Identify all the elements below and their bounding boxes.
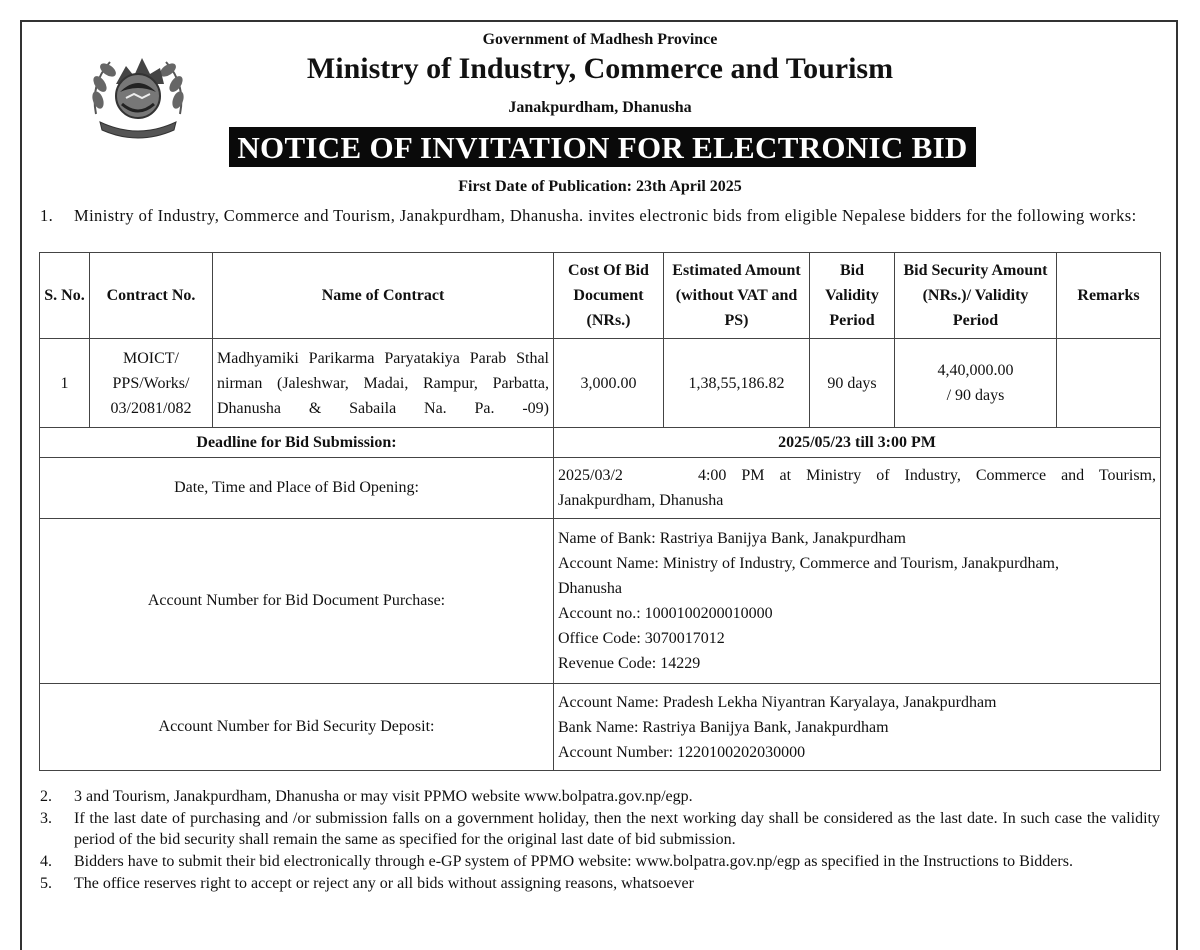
- notes-list: [40, 786, 1160, 895]
- purchase-account-row: [40, 519, 1161, 684]
- intro-number: 1.: [40, 206, 54, 225]
- security-amount: 4,40,000.00: [937, 362, 1014, 379]
- list-item: [40, 808, 1160, 850]
- table-row: [40, 339, 1161, 428]
- security-bank-name: Bank Name: Rastriya Banijya Bank, Janakpurdham: [558, 718, 889, 736]
- list-item: [40, 851, 1160, 872]
- purchase-account-no: Account no.: 1000100200010000: [558, 605, 773, 622]
- deadline-value: 2025/05/23 till 3:00 PM: [554, 428, 1161, 458]
- cell-estimated-amount: 1,38,55,186.82: [664, 339, 810, 428]
- header-validity: Bid Validity Period: [810, 253, 895, 339]
- note-number: 4.: [40, 853, 52, 870]
- purchase-account-details: [554, 519, 1161, 684]
- notice-title: NOTICE OF INVITATION FOR ELECTRONIC BID: [229, 127, 976, 167]
- note-text: 3 and Tourism, Janakpurdham, Dhanusha or may visit PPMO website www.bolpatra.gov.np/egp.: [74, 788, 693, 805]
- intro-text: Ministry of Industry, Commerce and Tourism, Janakpurdham, Dhanusha. invites electronic bids from eligible Nepalese bidders for the following works:: [74, 206, 1137, 225]
- header-estimated-amount: Estimated Amount (without VAT and PS): [664, 253, 810, 339]
- opening-line-2: Janakpurdham, Dhanusha: [558, 492, 724, 509]
- cell-security: [895, 339, 1057, 428]
- deadline-label: Deadline for Bid Submission:: [40, 428, 554, 458]
- cell-sno: 1: [40, 339, 90, 428]
- cell-contract-no: MOICT/ PPS/Works/ 03/2081/082: [90, 339, 213, 428]
- header-cost: Cost Of Bid Document (NRs.): [554, 253, 664, 339]
- security-account-name: Account Name: Pradesh Lekha Niyantran Karyalaya, Janakpurdham: [558, 693, 997, 711]
- cell-cost: 3,000.00: [554, 339, 664, 428]
- purchase-office-code: Office Code: 3070017012: [558, 630, 725, 647]
- list-item: [40, 786, 1160, 807]
- purchase-account-name-cont: Dhanusha: [558, 580, 622, 597]
- purchase-account-name: Account Name: Ministry of Industry, Commerce and Tourism, Janakpurdham,: [558, 555, 1059, 572]
- publication-date: First Date of Publication: 23th April 2025: [458, 178, 742, 195]
- intro-paragraph: [40, 205, 1160, 227]
- note-number: 2.: [40, 788, 52, 805]
- header-sno: S. No.: [40, 253, 90, 339]
- opening-label: Date, Time and Place of Bid Opening:: [40, 458, 554, 519]
- header-contract-no: Contract No.: [90, 253, 213, 339]
- cell-remarks: [1057, 339, 1161, 428]
- ministry-name: Ministry of Industry, Commerce and Tourism: [306, 52, 894, 85]
- security-deposit-label: Account Number for Bid Security Deposit:: [40, 684, 554, 771]
- government-name: Government of Madhesh Province: [482, 31, 718, 48]
- note-text: If the last date of purchasing and /or submission falls on a government holiday, then the next working day shall be considered as the last date. In such case the validity period of the bid security shall remain the same as specified for the original last date of bid submission.: [74, 810, 1160, 848]
- header-contract-name: Name of Contract: [213, 253, 554, 339]
- list-item: [40, 873, 1160, 894]
- security-validity: / 90 days: [946, 387, 1005, 404]
- deadline-row: [40, 428, 1161, 458]
- note-number: 3.: [40, 810, 52, 827]
- purchase-bank: Name of Bank: Rastriya Banijya Bank, Janakpurdham: [558, 530, 906, 547]
- note-text: The office reserves right to accept or reject any or all bids without assigning reasons, whatsoever: [74, 875, 694, 892]
- opening-value: [554, 458, 1161, 519]
- bid-table: [39, 252, 1161, 771]
- header-security: Bid Security Amount (NRs.)/ Validity Period: [895, 253, 1057, 339]
- security-account-number: Account Number: 1220100202030000: [558, 743, 806, 761]
- note-number: 5.: [40, 875, 52, 892]
- cell-validity: 90 days: [810, 339, 895, 428]
- header-remarks: Remarks: [1057, 253, 1161, 339]
- purchase-account-label: Account Number for Bid Document Purchase:: [40, 519, 554, 684]
- note-text: Bidders have to submit their bid electronically through e-GP system of PPMO website: www.bolpatra.gov.np/egp as specified in the Instructions to Bidders.: [74, 853, 1073, 870]
- security-deposit-details: [554, 684, 1161, 771]
- purchase-revenue-code: Revenue Code: 14229: [558, 655, 701, 672]
- opening-row: [40, 458, 1161, 519]
- table-header-row: [40, 253, 1161, 339]
- office-location: Janakpurdham, Dhanusha: [508, 99, 692, 116]
- security-deposit-row: [40, 684, 1161, 771]
- cell-contract-name: Madhyamiki Parikarma Paryatakiya Parab Sthal nirman (Jaleshwar, Madai, Rampur, Parbatta, Dhanusha & Sabaila Na. Pa. -09): [213, 339, 554, 428]
- opening-line-1: 2025/03/2 4:00 PM at Ministry of Industry, Commerce and Tourism,: [558, 467, 1156, 484]
